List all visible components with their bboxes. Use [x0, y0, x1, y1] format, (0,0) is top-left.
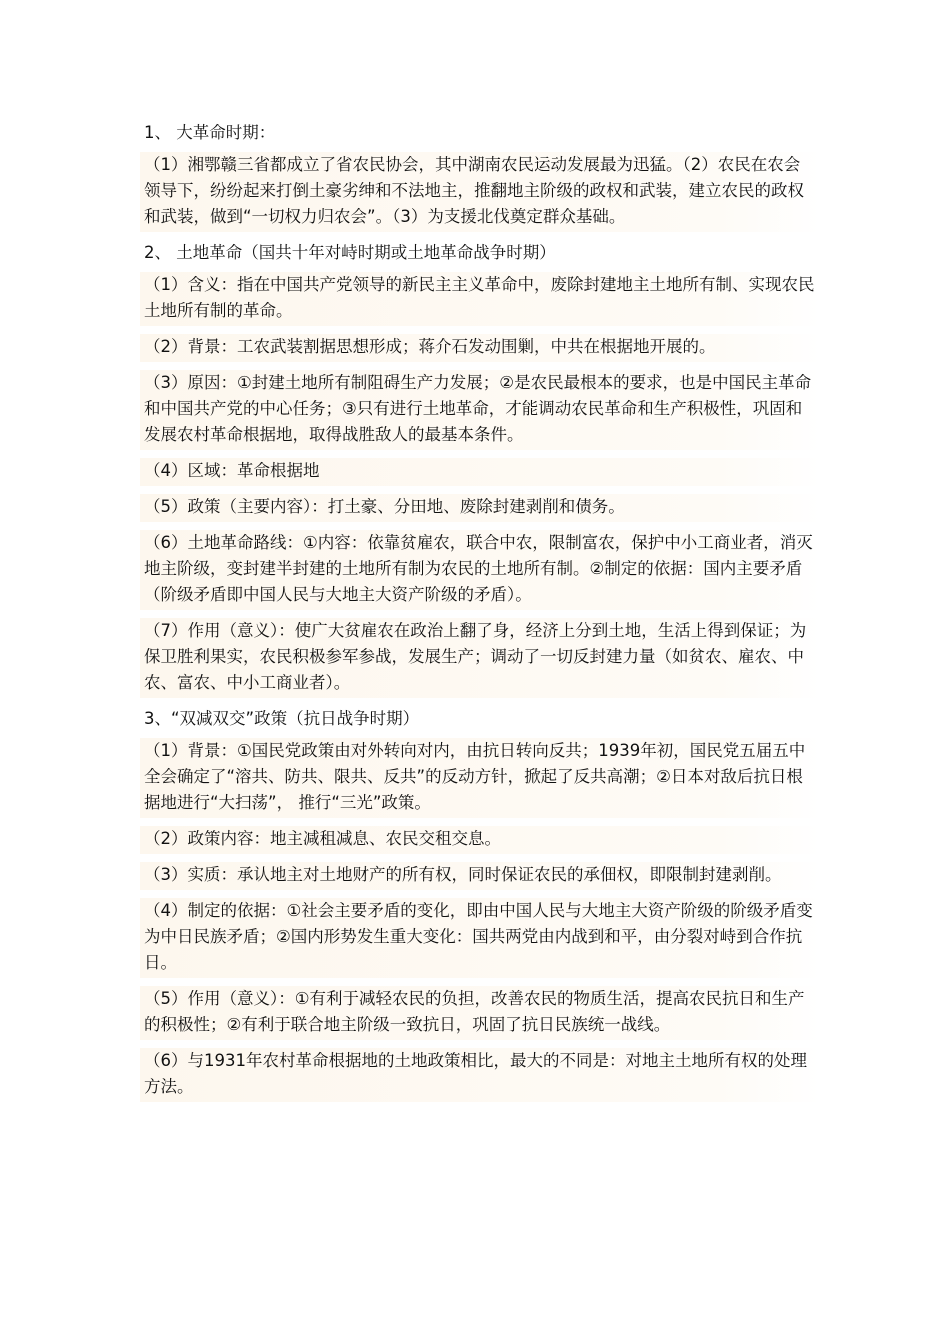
section-paragraph: （2）政策内容：地主减租减息、农民交租交息。: [140, 826, 820, 854]
section-heading: 2、 土地革命（国共十年对峙时期或土地革命战争时期）: [144, 243, 556, 262]
section-paragraph: （3）原因：①封建土地所有制阻碍生产力发展；②是农民最根本的要求，也是中国民主革命和中国共产党的中心任务；③只有进行土地革命，才能调动农民革命和生产积极性，巩固和发展农村革命根据地，取得战胜敌人的最基本条件。: [140, 370, 820, 450]
section-paragraph: （3）实质：承认地主对土地财产的所有权，同时保证农民的承佃权，即限制封建剥削。: [140, 862, 820, 890]
section-heading: 1、 大革命时期：: [144, 123, 276, 142]
section-paragraph: （7）作用（意义）：使广大贫雇农在政治上翻了身，经济上分到土地，生活上得到保证；为保卫胜利果实，农民积极参军参战，发展生产；调动了一切反封建力量（如贫农、雇农、中农、富农、中小工商业者）。: [140, 618, 820, 698]
section-paragraph: （5）作用（意义）：①有利于减轻农民的负担，改善农民的物质生活，提高农民抗日和生产的积极性；②有利于联合地主阶级一致抗日，巩固了抗日民族统一战线。: [140, 986, 820, 1040]
section-paragraph: （2）背景：工农武装割据思想形成；蒋介石发动围剿，中共在根据地开展的。: [140, 334, 820, 362]
section-paragraph: （1）湘鄂赣三省都成立了省农民协会，其中湖南农民运动发展最为迅猛。（2）农民在农会领导下，纷纷起来打倒土豪劣绅和不法地主，推翻地主阶级的政权和武装，建立农民的政权和武装，做到“一切权力归农会”。（3）为支援北伐奠定群众基础。: [140, 152, 820, 232]
section-paragraph: （1）含义：指在中国共产党领导的新民主主义革命中，废除封建地主土地所有制、实现农民土地所有制的革命。: [140, 272, 820, 326]
document-page: [140, 120, 820, 1110]
section-paragraph: （4）区域：革命根据地: [140, 458, 820, 486]
section-paragraph: （5）政策（主要内容）：打土豪、分田地、废除封建剥削和债务。: [140, 494, 820, 522]
section-heading: 3、“双减双交”政策（抗日战争时期）: [144, 709, 420, 728]
section-paragraph: （6）土地革命路线：①内容：依靠贫雇农，联合中农，限制富农，保护中小工商业者，消灭地主阶级，变封建半封建的土地所有制为农民的土地所有制。②制定的依据：国内主要矛盾（阶级矛盾即中国人民与大地主大资产阶级的矛盾）。: [140, 530, 820, 610]
section-paragraph: （6）与1931年农村革命根据地的土地政策相比，最大的不同是：对地主土地所有权的处理方法。: [140, 1048, 820, 1102]
section-paragraph: （4）制定的依据：①社会主要矛盾的变化，即由中国人民与大地主大资产阶级的阶级矛盾变为中日民族矛盾；②国内形势发生重大变化：国共两党由内战到和平，由分裂对峙到合作抗日。: [140, 898, 820, 978]
section-paragraph: （1）背景：①国民党政策由对外转向对内，由抗日转向反共；1939年初，国民党五届五中全会确定了“溶共、防共、限共、反共”的反动方针，掀起了反共高潮；②日本对敌后抗日根据地进行“大扫荡”， 推行“三光”政策。: [140, 738, 820, 818]
